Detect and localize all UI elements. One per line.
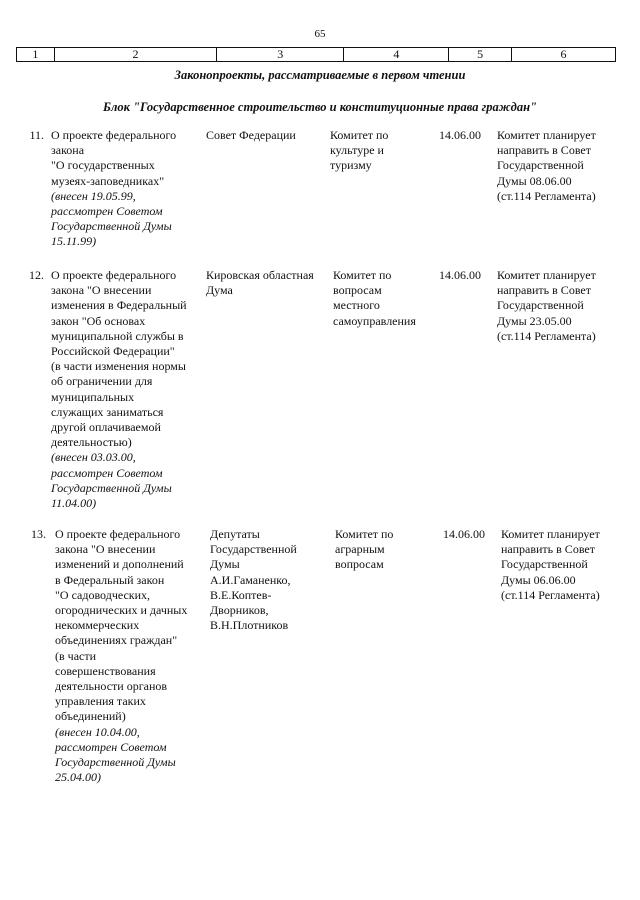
column-number: 6 xyxy=(560,47,567,61)
text-line: О проекте федерального xyxy=(51,268,177,282)
text-line: Государственной xyxy=(497,298,584,313)
text-line: музеях-заповедниках" xyxy=(51,173,165,188)
committee xyxy=(335,527,435,573)
submission-note-line: (внесен 10.04.00, xyxy=(55,724,140,739)
text-line: муниципальной службы в xyxy=(51,328,184,343)
text-line: В.Н.Плотников xyxy=(210,618,289,633)
text-line: культуре и xyxy=(330,143,384,158)
submission-note-line: Государственной Думы xyxy=(51,219,172,234)
text-line: Комитет по xyxy=(335,527,394,541)
column-number: 4 xyxy=(344,48,449,61)
text-line: другой оплачиваемой xyxy=(51,420,161,435)
text-line: Государственной xyxy=(210,542,297,557)
text-line: деятельности органов xyxy=(55,679,168,694)
text-line: направить в Совет xyxy=(501,542,595,557)
submission-note-line: 25.04.00) xyxy=(55,770,101,785)
submission-note-line: 11.04.00) xyxy=(51,496,97,511)
review-date: 14.06.00 xyxy=(443,527,485,541)
text-line: Дворников, xyxy=(210,603,269,618)
text-line: деятельностью) xyxy=(51,435,132,450)
text-line: огороднических и дачных xyxy=(55,603,188,618)
text-line: Российской Федерации" xyxy=(51,344,175,359)
text-line: Государственной xyxy=(497,158,584,173)
text-line: Комитет планирует xyxy=(501,527,600,541)
column-number: 2 xyxy=(55,48,218,61)
submission-note-line: рассмотрен Советом xyxy=(55,739,167,754)
block-title: Блок "Государственное строительство и конституционные права граждан" xyxy=(103,100,537,114)
column-number: 3 xyxy=(217,48,344,61)
text-line: Комитет планирует xyxy=(497,128,596,142)
text-line: некоммерческих xyxy=(55,618,140,633)
bill-title xyxy=(51,268,203,511)
text-line: закона "О внесении xyxy=(55,542,156,557)
submission-note-line: Государственной Думы xyxy=(51,480,172,495)
row-number: 11. xyxy=(29,128,44,142)
text-line: закон "Об основах xyxy=(51,313,146,328)
text-line: местного xyxy=(333,298,380,313)
text-line: Депутаты xyxy=(210,527,260,541)
text-line: В.Е.Коптев- xyxy=(210,587,272,602)
review-date: 14.06.00 xyxy=(439,128,481,142)
text-line: Думы 08.06.00 xyxy=(497,173,572,188)
text-line: закона "О внесении xyxy=(51,283,152,298)
committee-plan xyxy=(497,268,619,344)
text-line: изменения в Федеральный xyxy=(51,298,187,313)
text-line: направить в Совет xyxy=(497,283,591,298)
text-line: вопросам xyxy=(335,557,384,572)
text-line: Кировская областная xyxy=(206,268,314,282)
row-number: 12. xyxy=(29,268,44,282)
review-date: 14.06.00 xyxy=(439,268,481,282)
text-line: Комитет по xyxy=(333,268,392,282)
text-line: "О государственных xyxy=(51,158,155,173)
text-line: Комитет планирует xyxy=(497,268,596,282)
page-number: 65 xyxy=(314,28,326,40)
text-line: муниципальных xyxy=(51,389,135,404)
section-title: Законопроекты, рассматриваемые в первом чтении xyxy=(174,68,466,82)
text-line: (в части изменения нормы xyxy=(51,359,186,374)
bill-title xyxy=(51,128,203,250)
committee-plan xyxy=(501,527,623,603)
text-line: об ограничении для xyxy=(51,374,153,389)
committee xyxy=(333,268,433,329)
text-line: (в части xyxy=(55,648,97,663)
text-line: самоуправления xyxy=(333,313,416,328)
text-line: в Федеральный закон xyxy=(55,572,165,587)
text-line: Думы 06.06.00 xyxy=(501,572,576,587)
submission-note-line: (внесен 03.03.00, xyxy=(51,450,136,465)
text-line: Думы xyxy=(210,557,240,572)
text-line: (ст.114 Регламента) xyxy=(501,587,600,602)
text-line: Дума xyxy=(206,283,233,298)
text-line: аграрным xyxy=(335,542,385,557)
text-line: управления таких xyxy=(55,694,146,709)
initiator xyxy=(206,128,326,143)
text-line: туризму xyxy=(330,158,372,173)
text-line: (ст.114 Регламента) xyxy=(497,188,596,203)
committee-plan xyxy=(497,128,619,204)
text-line: А.И.Гаманенко, xyxy=(210,572,291,587)
text-line: (ст.114 Регламента) xyxy=(497,328,596,343)
text-line: О проекте федерального xyxy=(51,128,177,142)
text-line: вопросам xyxy=(333,283,382,298)
initiator xyxy=(210,527,332,633)
text-line: служащих заниматься xyxy=(51,404,164,419)
bill-title xyxy=(55,527,207,785)
column-number: 1 xyxy=(17,48,55,61)
row-number: 13. xyxy=(31,527,46,541)
text-line: Думы 23.05.00 xyxy=(497,313,572,328)
committee xyxy=(330,128,430,174)
text-line: совершенствования xyxy=(55,663,156,678)
submission-note-line: рассмотрен Советом xyxy=(51,465,163,480)
text-line: направить в Совет xyxy=(497,143,591,158)
initiator xyxy=(206,268,328,298)
submission-note-line: Государственной Думы xyxy=(55,755,176,770)
text-line: Совет Федерации xyxy=(206,128,296,142)
text-line: О проекте федерального xyxy=(55,527,181,541)
text-line: Комитет по xyxy=(330,128,389,142)
text-line: объединений) xyxy=(55,709,126,724)
text-line: изменений и дополнений xyxy=(55,557,184,572)
text-line: Государственной xyxy=(501,557,588,572)
column-number-header xyxy=(16,47,616,62)
text-line: объединениях граждан" xyxy=(55,633,178,648)
submission-note-line: 15.11.99) xyxy=(51,234,97,249)
text-line: закона xyxy=(51,143,85,158)
text-line: "О садоводческих, xyxy=(55,587,151,602)
column-number: 5 xyxy=(449,48,511,61)
submission-note-line: рассмотрен Советом xyxy=(51,204,163,219)
submission-note-line: (внесен 19.05.99, xyxy=(51,188,136,203)
